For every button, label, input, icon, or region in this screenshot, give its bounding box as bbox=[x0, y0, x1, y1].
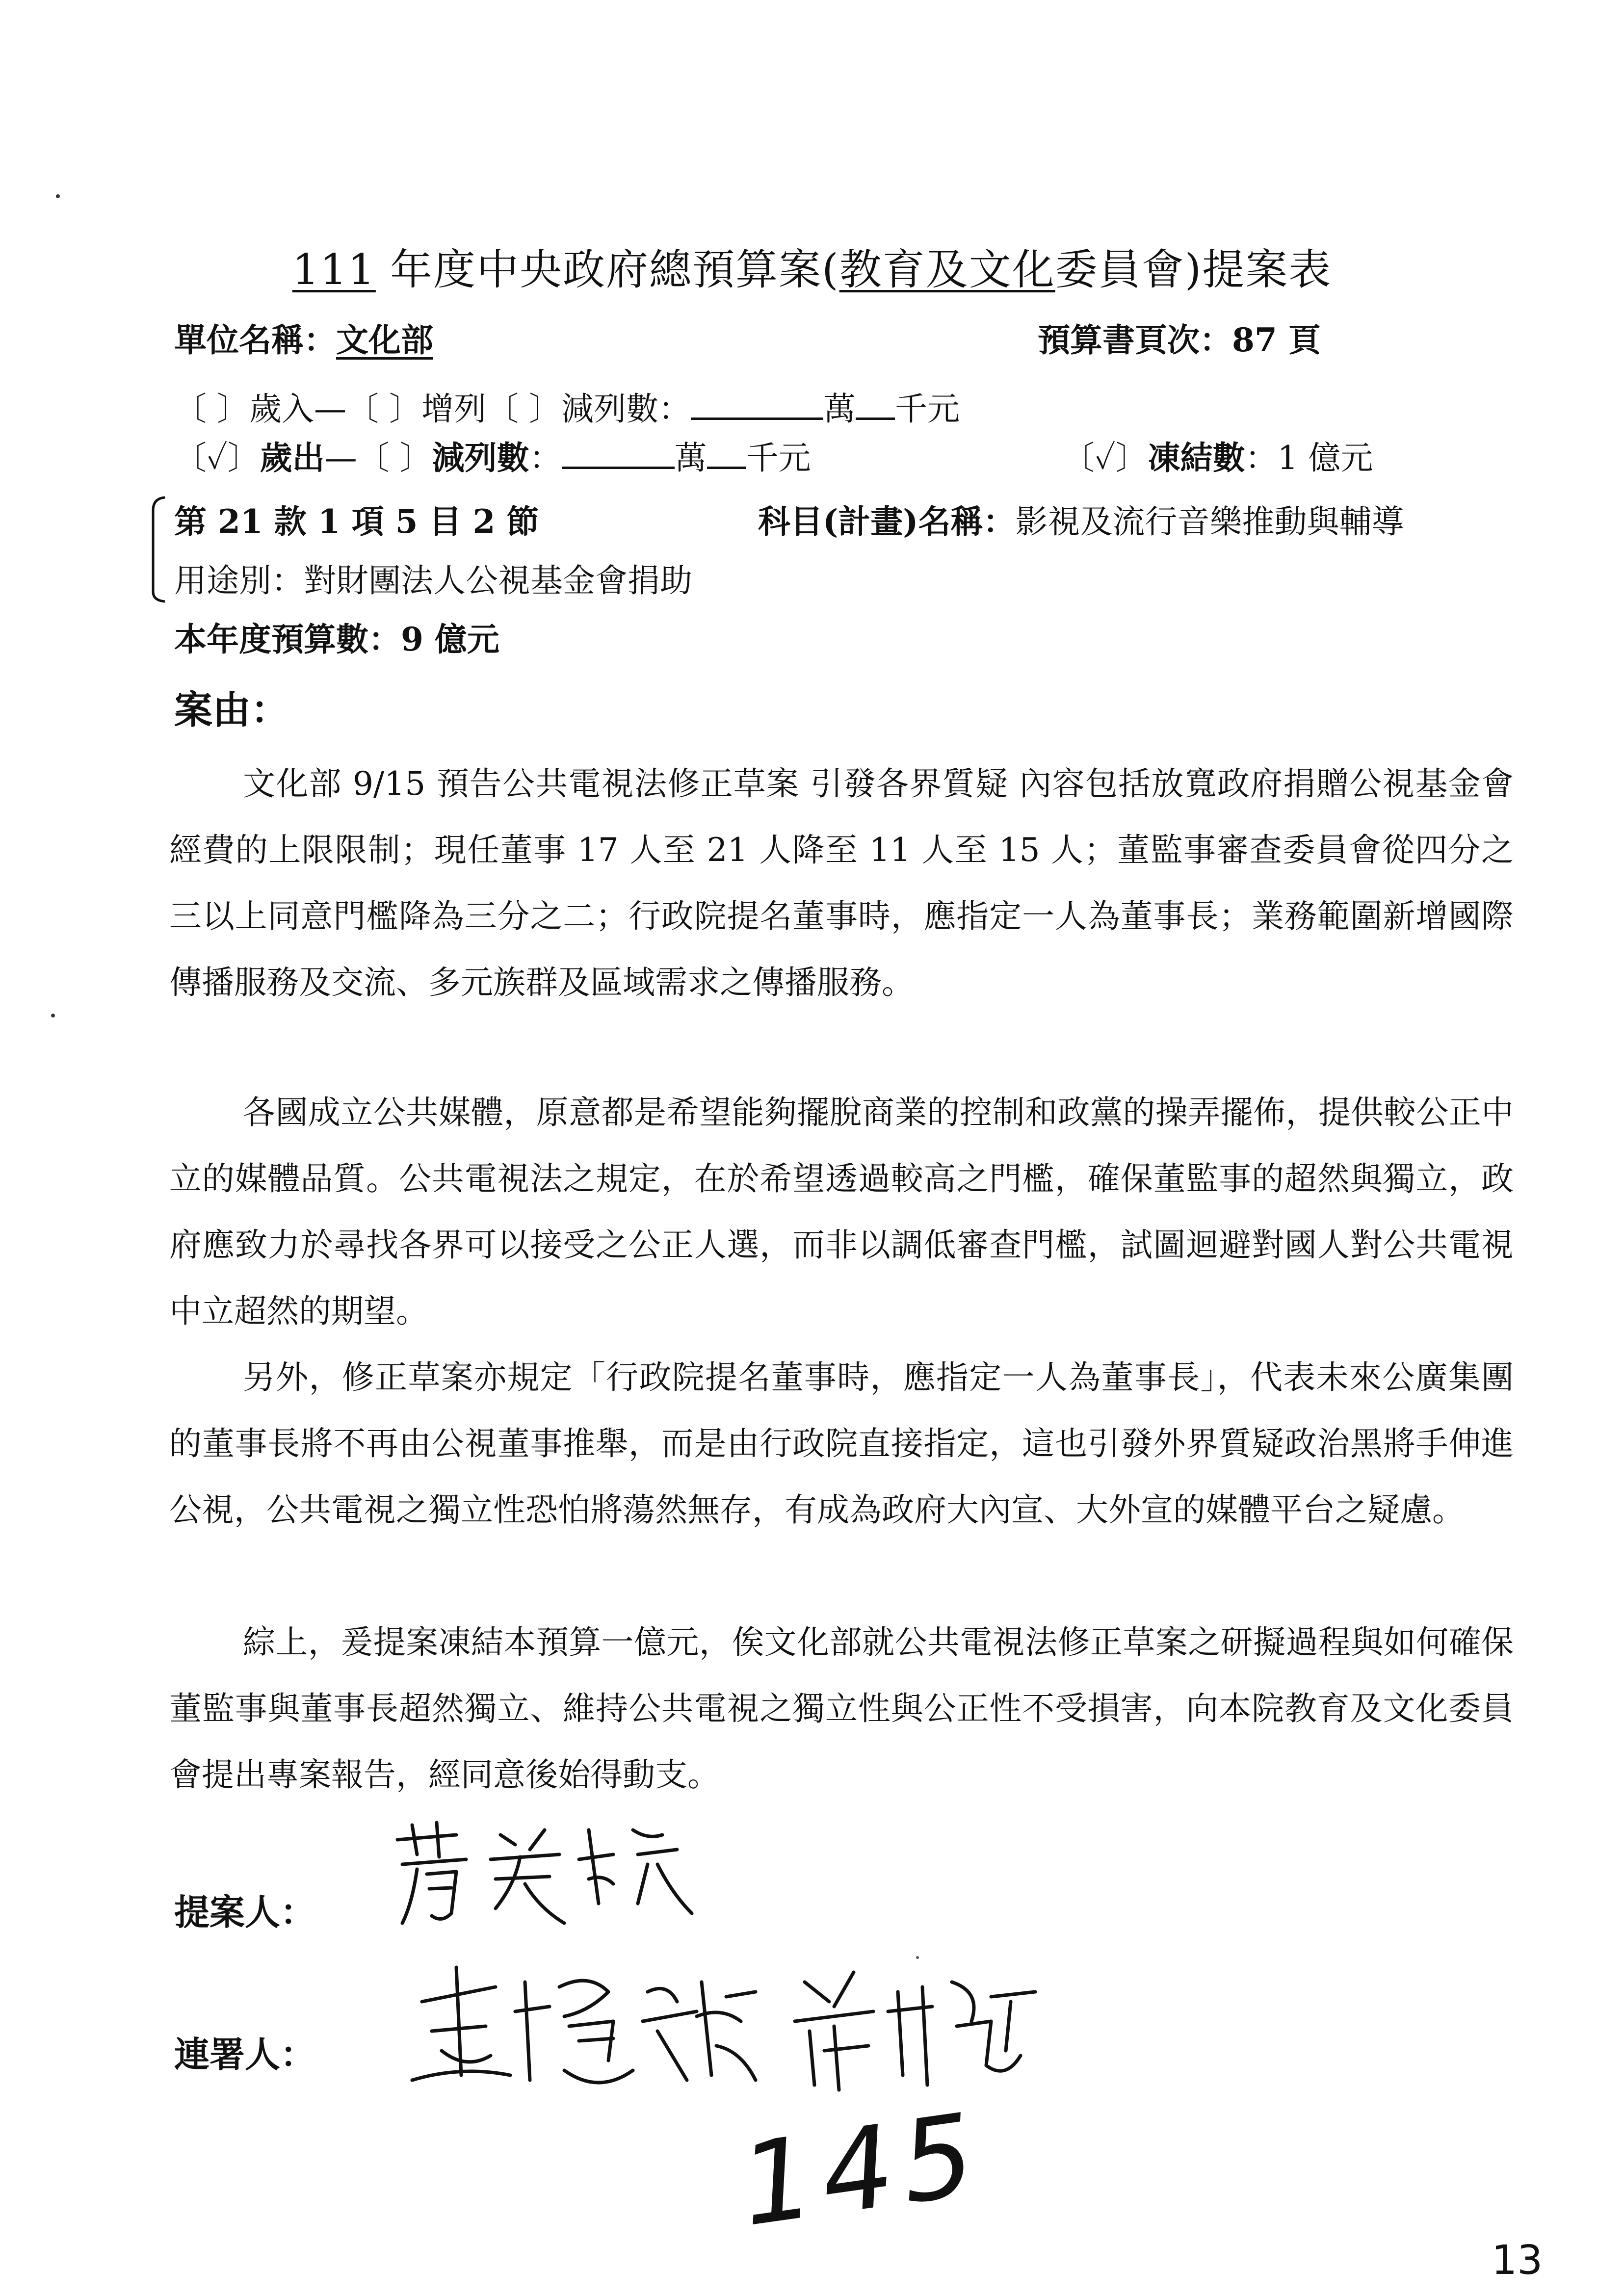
title-part-a: 年度中央政府總預算案( bbox=[375, 245, 839, 294]
revenue-unit-qian: 千元 bbox=[894, 390, 960, 428]
frozen-label: 凍結數 bbox=[1148, 439, 1245, 477]
expenditure-unit-qian: 千元 bbox=[746, 439, 811, 477]
frozen-check: 〔✓〕 bbox=[1062, 439, 1148, 477]
title-year: 111 bbox=[292, 245, 376, 294]
expenditure-sep: —〔 〕 bbox=[324, 439, 432, 477]
title-part-b: 委員會)提案表 bbox=[1055, 245, 1332, 294]
frozen-value: ：1 億元 bbox=[1245, 439, 1373, 477]
cosigner-name-2: 鄭正鈐 bbox=[405, 2112, 406, 2113]
page-number: 13 bbox=[1492, 2237, 1543, 2284]
expenditure-unit-wan: 萬 bbox=[674, 439, 707, 477]
expenditure-colon: ： bbox=[529, 439, 562, 477]
case-paragraph-2: 各國成立公共媒體，原意都是希望能夠擺脫商業的控制和政黨的操弄擺佈，提供較公正中立的媒體品質。公共電視法之規定，在於希望透過較高之門檻，確保董監事的超然與獨立，政府應致力於尋找各界可以接受之公正人選，而非以調低審查門檻，試圖迴避對國人對公共電視中立超然的期望。 bbox=[169, 1094, 1514, 1330]
usage-line: 用途別：對財團法人公視基金會捐助 bbox=[174, 562, 692, 600]
cosigner-label: 連署人： bbox=[174, 2034, 316, 2075]
expenditure-check: 〔✓〕 bbox=[174, 439, 260, 477]
case-paragraph-1: 文化部 9/15 預告公共電視法修正草案 引發各界質疑 內容包括放寬政府捐贈公視基金會經費的上限限制；現任董事 17 人至 21 人降至 11 人至 15 人；董監事審查委員會從四分之三以上同意門檻降為三分之二；行政院提名董事時，應指定一人為董事長；業務範圍新增國際傳播服務及交流、多元族群及區域需求之傳播服務。 bbox=[169, 765, 1514, 1001]
subject-value: 影視及流行音樂推動與輔導 bbox=[1015, 503, 1404, 541]
budget-page-ref: 預算書頁次：87 頁 bbox=[1038, 321, 1321, 359]
subject-label: 科目(計畫)名稱： bbox=[758, 502, 1016, 541]
title-committee: 教育及文化 bbox=[839, 245, 1055, 294]
expenditure-reduce-label: 減列數 bbox=[432, 439, 529, 477]
proposer-label: 提案人： bbox=[174, 1891, 316, 1933]
case-paragraph-4: 綜上，爰提案凍結本預算一億元，俟文化部就公共電視法修正草案之研擬過程與如何確保董監事與董事長超然獨立、維持公共電視之獨立性與公正性不受損害，向本院教育及文化委員會提出專案報告，經同意後始得動支。 bbox=[169, 1623, 1514, 1794]
revenue-line-text: 〔 〕歲入—〔 〕增列〔 〕減列數： bbox=[174, 390, 691, 428]
handwritten-number: 145 bbox=[733, 2088, 991, 2252]
unit-value: 文化部 bbox=[336, 321, 433, 359]
annual-budget: 本年度預算數：9 億元 bbox=[174, 620, 499, 658]
expenditure-label: 歲出 bbox=[260, 439, 325, 477]
section-line: 第 21 款 1 項 5 目 2 節 bbox=[174, 502, 539, 541]
case-paragraph-3: 另外，修正草案亦規定「行政院提名董事時，應指定一人為董事長」，代表未來公廣集團的董事長將不再由公視董事推舉，而是由行政院直接指定，這也引發外界質疑政治黑將手伸進公視，公共電視之獨立性恐怕將蕩然無存，有成為政府大內宣、大外宣的媒體平台之疑慮。 bbox=[169, 1358, 1514, 1529]
unit-label: 單位名稱： bbox=[174, 321, 336, 359]
case-heading: 案由： bbox=[174, 688, 289, 732]
revenue-unit-wan: 萬 bbox=[823, 390, 856, 428]
